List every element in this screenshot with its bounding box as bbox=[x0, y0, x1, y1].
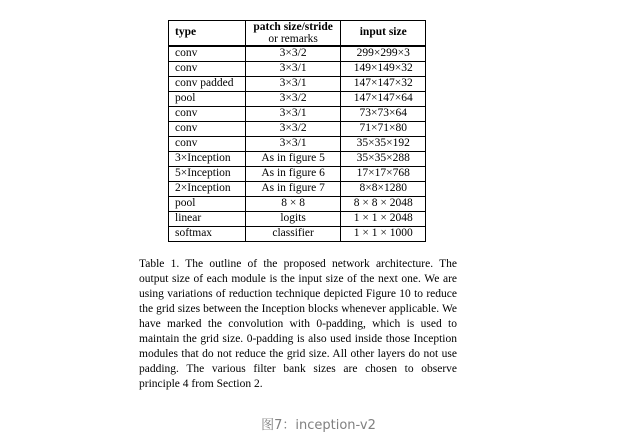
cell-input-size: 1 × 1 × 1000 bbox=[341, 227, 426, 242]
table-caption: Table 1. The outline of the proposed network architecture. The output size of each module is the input size of the next one. We are using variations of reduction technique depicted Figure 10 to reduce the grid sizes between the Inception blocks whenever applicable. We have marked the convolution with 0-padding, which is used to maintain the grid size. 0-padding is also used inside those Inception modules that do not reduce the grid size. All other layers do not use padding. The various filter bank sizes are chosen to observe principle 4 from Section 2. bbox=[139, 258, 457, 390]
cell-input-size: 8×8×1280 bbox=[341, 182, 426, 197]
table-row bbox=[169, 107, 426, 122]
cell-type: conv bbox=[169, 46, 246, 62]
cell-input-size: 71×71×80 bbox=[341, 122, 426, 137]
table-row bbox=[169, 46, 426, 62]
cell-patch-size: classifier bbox=[245, 227, 341, 242]
table-row bbox=[169, 152, 426, 167]
cell-patch-size: As in figure 7 bbox=[245, 182, 341, 197]
cell-type: pool bbox=[169, 197, 246, 212]
table-row bbox=[169, 77, 426, 92]
table-header bbox=[169, 21, 426, 47]
cell-type: conv bbox=[169, 62, 246, 77]
header-type: type bbox=[169, 21, 246, 47]
table-row bbox=[169, 122, 426, 137]
cell-input-size: 299×299×3 bbox=[341, 46, 426, 62]
table-row bbox=[169, 137, 426, 152]
table-row bbox=[169, 92, 426, 107]
cell-input-size: 147×147×32 bbox=[341, 77, 426, 92]
cell-patch-size: As in figure 6 bbox=[245, 167, 341, 182]
header-input-size: input size bbox=[341, 21, 426, 47]
table-row bbox=[169, 167, 426, 182]
cell-patch-size: 8 × 8 bbox=[245, 197, 341, 212]
header-patch-line2: or remarks bbox=[268, 33, 318, 45]
cell-patch-size: As in figure 5 bbox=[245, 152, 341, 167]
cell-type: 5×Inception bbox=[169, 167, 246, 182]
cell-patch-size: 3×3/1 bbox=[245, 107, 341, 122]
cell-type: 2×Inception bbox=[169, 182, 246, 197]
cell-input-size: 147×147×64 bbox=[341, 92, 426, 107]
table-row bbox=[169, 197, 426, 212]
cell-type: conv bbox=[169, 107, 246, 122]
cell-patch-size: 3×3/1 bbox=[245, 137, 341, 152]
cell-patch-size: 3×3/2 bbox=[245, 122, 341, 137]
cell-input-size: 149×149×32 bbox=[341, 62, 426, 77]
cell-input-size: 1 × 1 × 2048 bbox=[341, 212, 426, 227]
table-row bbox=[169, 212, 426, 227]
cell-input-size: 35×35×288 bbox=[341, 152, 426, 167]
architecture-table bbox=[168, 20, 426, 242]
table-row bbox=[169, 62, 426, 77]
cell-type: pool bbox=[169, 92, 246, 107]
cell-input-size: 73×73×64 bbox=[341, 107, 426, 122]
table-row bbox=[169, 182, 426, 197]
cell-type: conv padded bbox=[169, 77, 246, 92]
cell-type: conv bbox=[169, 122, 246, 137]
cell-patch-size: logits bbox=[245, 212, 341, 227]
table-row bbox=[169, 227, 426, 242]
cell-input-size: 8 × 8 × 2048 bbox=[341, 197, 426, 212]
cell-patch-size: 3×3/1 bbox=[245, 62, 341, 77]
header-patch-line1: patch size/stride bbox=[253, 21, 333, 33]
cell-input-size: 35×35×192 bbox=[341, 137, 426, 152]
cell-type: conv bbox=[169, 137, 246, 152]
figure-label: 图7：inception-v2 bbox=[261, 418, 376, 433]
cell-type: 3×Inception bbox=[169, 152, 246, 167]
cell-type: softmax bbox=[169, 227, 246, 242]
cell-patch-size: 3×3/2 bbox=[245, 46, 341, 62]
cell-patch-size: 3×3/2 bbox=[245, 92, 341, 107]
cell-type: linear bbox=[169, 212, 246, 227]
header-patch-size bbox=[245, 21, 341, 47]
cell-input-size: 17×17×768 bbox=[341, 167, 426, 182]
cell-patch-size: 3×3/1 bbox=[245, 77, 341, 92]
table-body bbox=[169, 46, 426, 242]
